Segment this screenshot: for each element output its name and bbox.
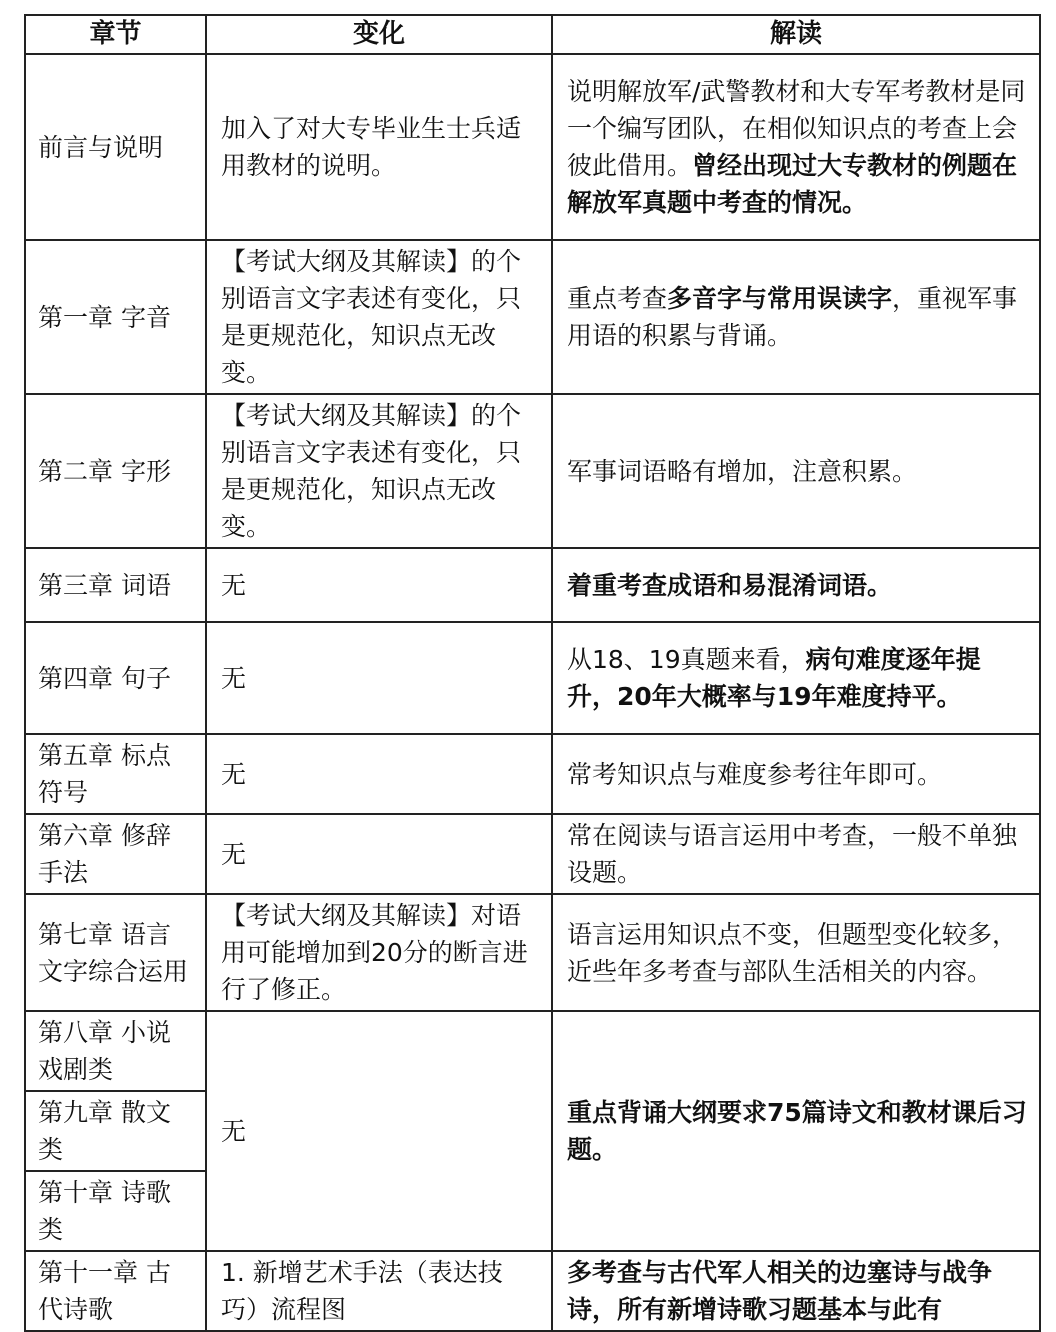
interpretation-text: 说明解放军/武警教材和大专军考教材是同一个编写团队，在相似知识点的考查上会彼此借用。 [567,77,1026,180]
chapter-cell: 第五章 标点符号 [25,734,206,814]
interpretation-cell [552,622,1040,734]
chapter-cell: 前言与说明 [25,54,206,240]
header-interpretation: 解读 [552,15,1040,54]
change-cell: 1. 新增艺术手法（表达技巧）流程图 [206,1251,552,1331]
table-row [25,240,1040,394]
interpretation-cell: 语言运用知识点不变，但题型变化较多，近些年多考查与部队生活相关的内容。 [552,894,1040,1011]
chapter-cell: 第三章 词语 [25,548,206,622]
interpretation-emphasis: 多音字与常用误读字 [667,284,893,313]
interpretation-cell: 着重考查成语和易混淆词语。 [552,548,1040,622]
chapter-cell: 第八章 小说戏剧类 [25,1011,206,1091]
change-cell: 无 [206,734,552,814]
table-row [25,54,1040,240]
interpretation-cell [552,54,1040,240]
change-cell: 无 [206,1011,552,1251]
table-row [25,814,1040,894]
document [24,14,1039,1332]
interpretation-cell: 多考查与古代军人相关的边塞诗与战争诗，所有新增诗歌习题基本与此有 [552,1251,1040,1331]
chapter-cell: 第一章 字音 [25,240,206,394]
table-row [25,1011,1040,1091]
change-cell: 无 [206,548,552,622]
table-row [25,394,1040,548]
chapter-cell: 第九章 散文类 [25,1091,206,1171]
interpretation-text: 重点考查 [567,284,668,313]
interpretation-cell: 重点背诵大纲要求75篇诗文和教材课后习题。 [552,1011,1040,1251]
chapter-cell: 第四章 句子 [25,622,206,734]
chapter-cell: 第十一章 古代诗歌 [25,1251,206,1331]
chapter-changes-table [24,14,1041,1332]
change-cell: 无 [206,622,552,734]
interpretation-text: 从18、19真题来看， [567,645,806,674]
interpretation-cell [552,240,1040,394]
interpretation-emphasis: 曾经出现过大专教材的例题在解放军真题中考查的情况。 [567,151,1018,217]
table-row [25,548,1040,622]
change-cell: 【考试大纲及其解读】的个别语言文字表述有变化，只是更规范化，知识点无改变。 [206,240,552,394]
interpretation-cell: 常考知识点与难度参考往年即可。 [552,734,1040,814]
change-cell: 【考试大纲及其解读】对语用可能增加到20分的断言进行了修正。 [206,894,552,1011]
change-cell: 无 [206,814,552,894]
table-row [25,894,1040,1011]
table-row [25,734,1040,814]
table-row [25,1251,1040,1331]
change-cell: 【考试大纲及其解读】的个别语言文字表述有变化，只是更规范化，知识点无改变。 [206,394,552,548]
interpretation-cell: 常在阅读与语言运用中考查，一般不单独设题。 [552,814,1040,894]
chapter-cell: 第二章 字形 [25,394,206,548]
table-header-row [25,15,1040,54]
chapter-cell: 第十章 诗歌类 [25,1171,206,1251]
header-change: 变化 [206,15,552,54]
change-cell: 加入了对大专毕业生士兵适用教材的说明。 [206,54,552,240]
interpretation-text: ，重视军事用语的积累与背诵。 [567,284,1018,350]
header-chapter: 章节 [25,15,206,54]
interpretation-cell: 军事词语略有增加，注意积累。 [552,394,1040,548]
chapter-cell: 第七章 语言文字综合运用 [25,894,206,1011]
table-row [25,622,1040,734]
interpretation-emphasis: 病句难度逐年提升，20年大概率与19年难度持平。 [567,645,981,711]
chapter-cell: 第六章 修辞手法 [25,814,206,894]
